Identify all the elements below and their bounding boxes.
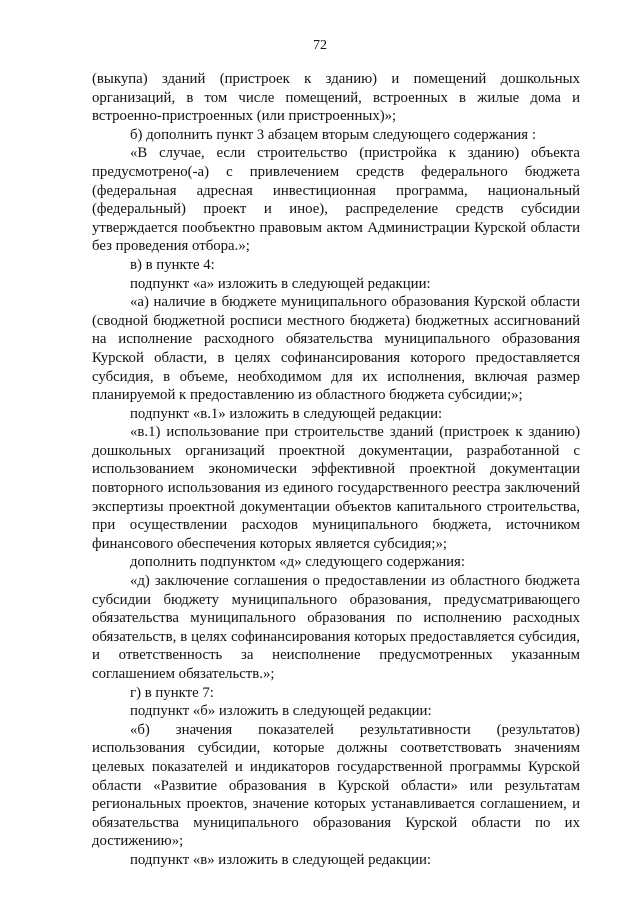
paragraph: подпункт «а» изложить в следующей редакции: — [130, 275, 431, 292]
paragraph: в) в пункте 4: — [130, 256, 215, 273]
paragraph: «д) заключение соглашения о предоставлении из областного бюджета субсидии бюджету муниципального образования, предусматривающего обязательства муниципального образования по исполнению расходных обязательств, в целях софинансирования которых предоставляется субсидия, и ответственность за неисполнение предусмотренных указанным соглашением обязательств.»; — [92, 573, 580, 682]
paragraph: подпункт «в.1» изложить в следующей редакции: — [130, 405, 443, 422]
paragraph: «в.1) использование при строительстве зданий (пристроек к зданию) дошкольных организаций проектной документации, разработанной с использованием экономически эффективной проектной документации повторного использования из единого государственного реестра заключений экспертизы проектной документации объектов капитального строительства, при осуществлении расходов муниципального бюджета, источником финансового обеспечения которых является субсидия;»; — [92, 424, 580, 552]
paragraph: г) в пункте 7: — [130, 684, 214, 701]
paragraph: «а) наличие в бюджете муниципального образования Курской области (сводной бюджетной росписи местного бюджета) бюджетных ассигнований на исполнение расходного обязательства муниципального образования Курской области, в целях софинансирования которого предоставляется субсидия, в объеме, необходимом для их исполнения, включая размер планируемой к предоставлению из областного бюджета субсидии;»; — [92, 294, 580, 404]
paragraph: дополнить подпунктом «д» следующего содержания: — [130, 554, 465, 571]
paragraph: «б) значения показателей результативности (результатов) использования субсидии, которые должны соответствовать значениям целевых показателей и индикаторов государственной программы Курской области «Развитие образования в Курской области» или результатам региональных проектов, значение которых устанавливается соглашением, и обязательства муниципального образования Курской области по их достижению»; — [92, 721, 580, 850]
page-number: 72 — [313, 38, 327, 53]
paragraph: подпункт «в» изложить в следующей редакции: — [130, 851, 432, 868]
document-body — [92, 70, 580, 870]
paragraph: «В случае, если строительство (пристройка к зданию) объекта предусмотрено(-а) с привлечением средств федерального бюджета (федеральная адресная инвестиционная программа, национальный (федеральный) проект и иное), распределение средств субсидии утверждается пообъектно правовым актом Администрации Курской области без проведения отбора.»; — [92, 145, 580, 255]
paragraph: (выкупа) зданий (пристроек к зданию) и помещений дошкольных организаций, в том числе помещений, встроенных в жилые дома и встроенно-пристроенных (или пристроенных)»; — [92, 71, 580, 125]
paragraph: б) дополнить пункт 3 абзацем вторым следующего содержания : — [130, 126, 536, 143]
paragraph: подпункт «б» изложить в следующей редакции: — [130, 703, 432, 720]
